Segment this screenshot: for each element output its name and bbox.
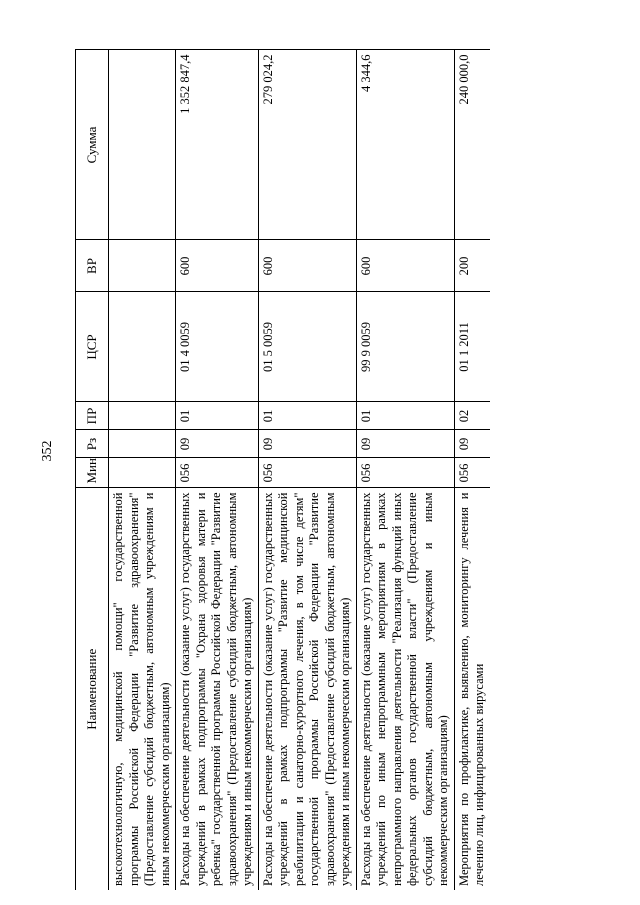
row-name: Расходы на обеспечение деятельности (оказание услуг) государственных учреждений по иным непрограммным мероприятиям в рамках непрограммного направления деятельности "Реализация функций иных федеральных органов государственной власти" (Предоставление субсидий бюджетным, автономным учреждениям и иным некоммерческим организациям) — [356, 488, 454, 890]
row-rz: 09 — [356, 430, 454, 458]
header-min: Мин — [76, 458, 109, 488]
table-row — [176, 50, 259, 890]
row-vr: 600 — [176, 240, 259, 292]
row-pr: 01 — [258, 402, 356, 430]
table-row — [109, 50, 176, 890]
row-csr: 01 1 2011 — [454, 292, 490, 402]
row-sum: 279 024,2 — [258, 50, 356, 240]
row-rz: 09 — [176, 430, 259, 458]
row-sum: 4 344,6 — [356, 50, 454, 240]
row-csr: 99 9 0059 — [356, 292, 454, 402]
row-vr: 600 — [258, 240, 356, 292]
table-row — [356, 50, 454, 890]
row-sum: 240 000,0 — [454, 50, 490, 240]
header-vr: ВР — [76, 240, 109, 292]
row-min: 056 — [454, 458, 490, 488]
table-header-row — [76, 50, 109, 890]
row-sum: 1 352 847,4 — [176, 50, 259, 240]
row-rz — [109, 430, 176, 458]
row-pr: 02 — [454, 402, 490, 430]
header-rz: Рз — [76, 430, 109, 458]
row-rz: 09 — [258, 430, 356, 458]
budget-table — [75, 50, 490, 891]
table-row — [258, 50, 356, 890]
row-csr — [109, 292, 176, 402]
row-min — [109, 458, 176, 488]
row-csr: 01 4 0059 — [176, 292, 259, 402]
header-name: Наименование — [76, 488, 109, 890]
row-rz: 09 — [454, 430, 490, 458]
row-name: высокотехнологичную, медицинской помощи" государственной программы Российской Федерации "Развитие здравоохранения" (Предоставление субсидий бюджетным, автономным учреждениям и иным некоммерческим организациям) — [109, 488, 176, 890]
row-name: Мероприятия по профилактике, выявлению, мониторингу лечения и лечению лиц, инфицированных вирусами — [456, 492, 486, 886]
row-sum — [109, 50, 176, 240]
row-pr — [109, 402, 176, 430]
row-min: 056 — [356, 458, 454, 488]
rotated-page — [75, 50, 605, 890]
row-pr: 01 — [356, 402, 454, 430]
header-csr: ЦСР — [76, 292, 109, 402]
row-vr: 200 — [454, 240, 490, 292]
header-sum: Сумма — [76, 50, 109, 240]
row-name: Расходы на обеспечение деятельности (оказание услуг) государственных учреждений в рамках подпрограммы "Развитие медицинской реабилитации и санаторно-курортного лечения, в том числе детям" государственной программы Российской Федерации "Развитие здравоохранения" (Предоставление субсидий бюджетным, автономным учреждениям и иным некоммерческим организациям) — [258, 488, 356, 890]
row-name: Расходы на обеспечение деятельности (оказание услуг) государственных учреждений в рамках подпрограммы "Охрана здоровья матери и ребенка" государственной программы Российской Федерации "Развитие здравоохранения" (Предоставление субсидий бюджетным, автономным учреждениям и иным некоммерческим организациям) — [176, 488, 259, 890]
page-number: 352 — [40, 440, 55, 462]
row-csr: 01 5 0059 — [258, 292, 356, 402]
row-vr — [109, 240, 176, 292]
row-min: 056 — [258, 458, 356, 488]
header-pr: ПР — [76, 402, 109, 430]
row-pr: 01 — [176, 402, 259, 430]
row-vr: 600 — [356, 240, 454, 292]
row-min: 056 — [176, 458, 259, 488]
table-row — [454, 50, 490, 890]
